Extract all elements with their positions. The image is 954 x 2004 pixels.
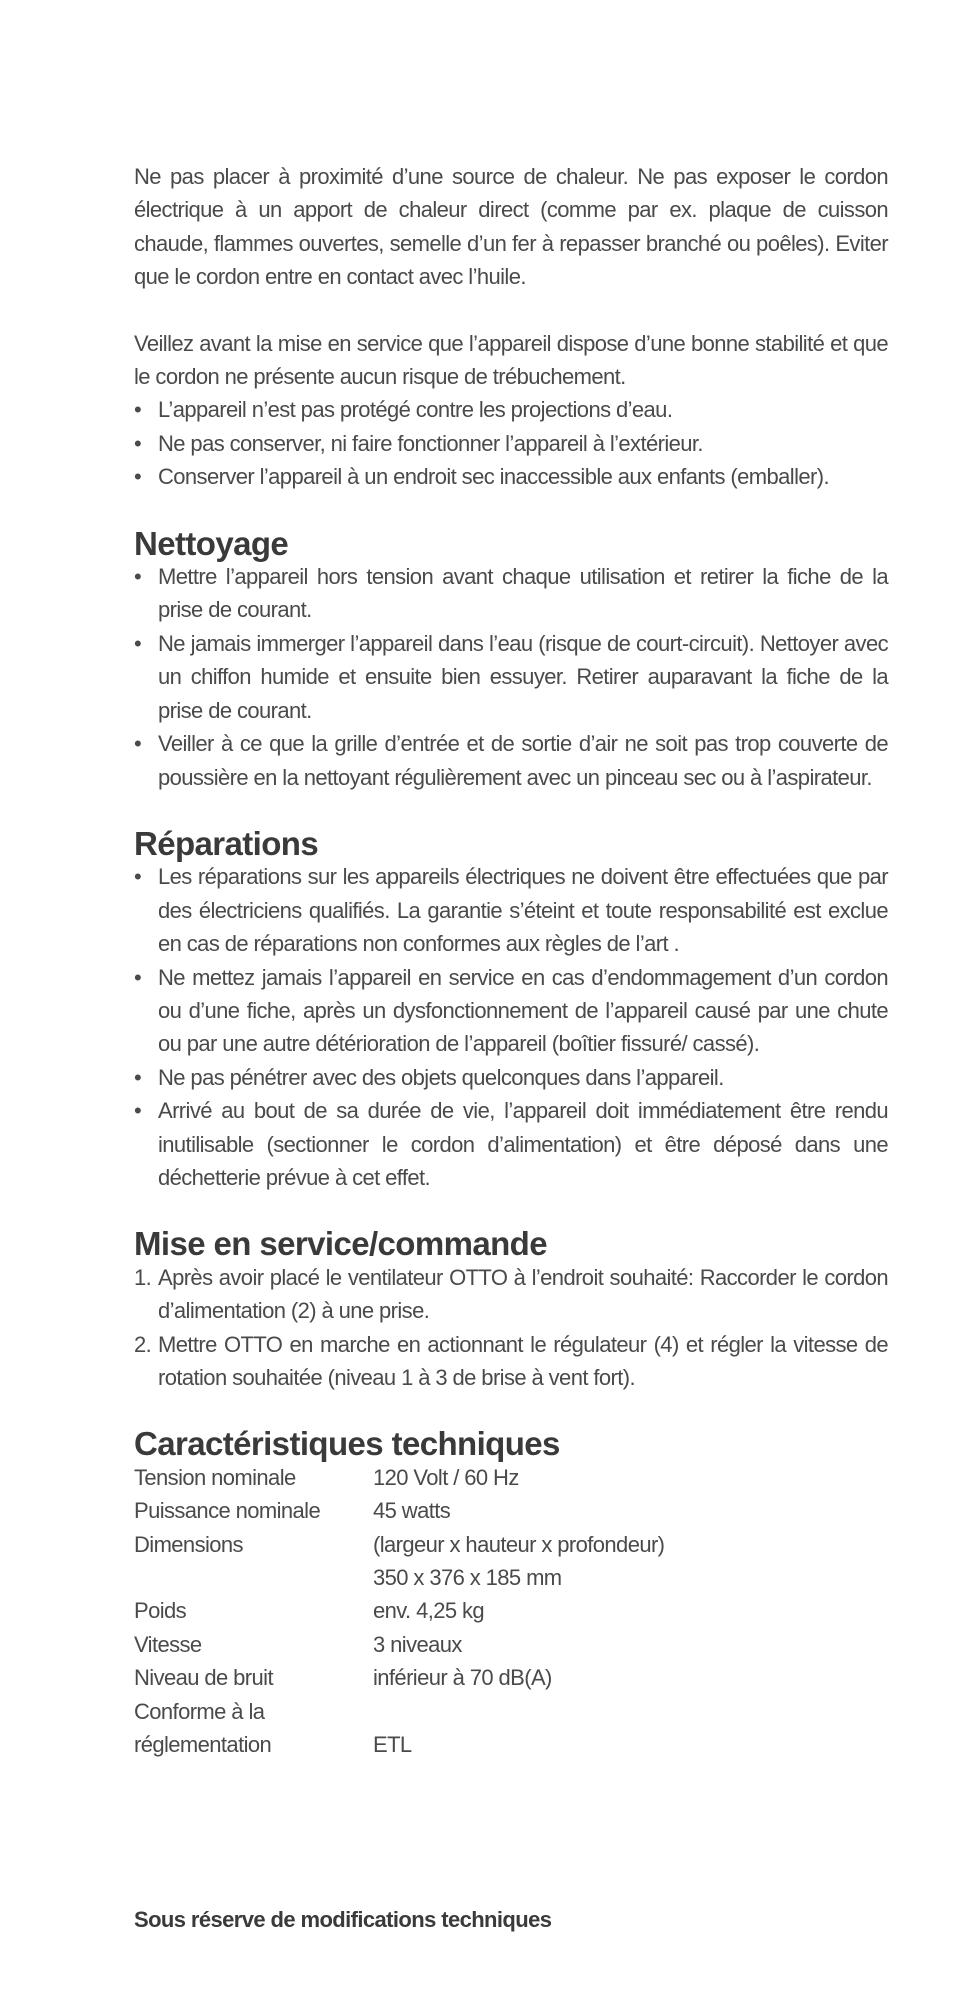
- bullet-icon: •: [134, 430, 142, 456]
- table-row: [134, 1628, 664, 1661]
- intro-paragraph-stability: Veillez avant la mise en service que l’appareil dispose d’une bonne stabilité et que le cordon ne présente aucun risque de trébuchement.: [134, 330, 888, 390]
- specs-table: [134, 1461, 664, 1762]
- bullet-icon: •: [134, 1098, 142, 1124]
- bullet-icon: •: [134, 397, 142, 423]
- spec-label: Poids: [134, 1598, 187, 1624]
- list-item: 2. Mettre OTTO en marche en actionnant le régulateur (4) et régler la vitesse de rotation souhaitée (niveau 1 à 3 de brise à vent fort).: [134, 1328, 888, 1395]
- step-number: 2.: [134, 1331, 152, 1357]
- intro-bullet-list: [134, 393, 888, 493]
- footer-disclaimer: Sous réserve de modifications techniques: [134, 1907, 552, 1932]
- spec-value: 3 niveaux: [373, 1631, 462, 1657]
- reparations-bullet-list: [134, 860, 888, 1194]
- step-number: 1.: [134, 1264, 152, 1290]
- manual-content: [134, 160, 888, 1761]
- list-item: • Arrivé au bout de sa durée de vie, l’appareil doit immédiatement être rendu inutilisable (sectionner le cordon d’alimentation) et être déposé dans une déchetterie prévue à cet effet.: [134, 1094, 888, 1194]
- spec-value: [373, 1695, 664, 1728]
- spec-label: [134, 1561, 373, 1594]
- spec-label: Conforme à la: [134, 1698, 265, 1724]
- table-row: [134, 1695, 664, 1728]
- spec-value: ETL: [373, 1732, 412, 1758]
- list-item: • Les réparations sur les appareils électriques ne doivent être effectuées que par des électriciens qualifiés. La garantie s’éteint et toute responsabilité est exclue en cas de réparations non conformes aux règles de l’art .: [134, 860, 888, 960]
- spec-value: 350 x 376 x 185 mm: [373, 1565, 562, 1591]
- list-item: 1. Après avoir placé le ventilateur OTTO à l’endroit souhaité: Raccorder le cordon d’alimentation (2) à une prise.: [134, 1261, 888, 1328]
- intro-paragraph-heat: Ne pas placer à proximité d’une source de chaleur. Ne pas exposer le cordon électrique à un apport de chaleur direct (comme par ex. plaque de cuisson chaude, flammes ouvertes, semelle d’un fer à repasser branché ou poêles). Eviter que le cordon entre en contact avec l’huile.: [134, 164, 888, 290]
- spec-label: Puissance nominale: [134, 1498, 321, 1524]
- spec-label: réglementation: [134, 1732, 272, 1758]
- spec-value: 120 Volt / 60 Hz: [373, 1464, 519, 1490]
- spec-value: 45 watts: [373, 1498, 451, 1524]
- spec-label: Dimensions: [134, 1531, 243, 1557]
- mise-en-service-steps: [134, 1261, 888, 1395]
- bullet-icon: •: [134, 864, 142, 890]
- section-heading-nettoyage: Nettoyage: [134, 524, 289, 562]
- list-item: • Mettre l’appareil hors tension avant chaque utilisation et retirer la fiche de la prise de courant.: [134, 560, 888, 627]
- bullet-icon: •: [134, 564, 142, 590]
- spec-value: inférieur à 70 dB(A): [373, 1665, 552, 1691]
- spec-value: env. 4,25 kg: [373, 1598, 485, 1624]
- bullet-icon: •: [134, 464, 142, 490]
- list-item: • Veiller à ce que la grille d’entrée et de sortie d’air ne soit pas trop couverte de poussière en la nettoyant régulièrement avec un pinceau sec ou à l’aspirateur.: [134, 727, 888, 794]
- nettoyage-bullet-list: [134, 560, 888, 794]
- table-row: [134, 1528, 664, 1561]
- spec-label: Vitesse: [134, 1631, 202, 1657]
- bullet-icon: •: [134, 731, 142, 757]
- list-item: • L’appareil n’est pas protégé contre les projections d’eau.: [134, 393, 888, 426]
- table-row: [134, 1461, 664, 1494]
- table-row: [134, 1594, 664, 1627]
- spec-label: Niveau de bruit: [134, 1665, 273, 1691]
- section-heading-mise-en-service: Mise en service/commande: [134, 1225, 547, 1263]
- spec-value: (largeur x hauteur x profondeur): [373, 1531, 665, 1557]
- list-item: • Ne pas pénétrer avec des objets quelconques dans l’appareil.: [134, 1061, 888, 1094]
- table-row: [134, 1561, 664, 1594]
- list-item: • Conserver l’appareil à un endroit sec inaccessible aux enfants (emballer).: [134, 460, 888, 493]
- bullet-icon: •: [134, 964, 142, 990]
- table-row: [134, 1728, 664, 1761]
- list-item: • Ne jamais immerger l’appareil dans l’eau (risque de court-circuit). Nettoyer avec un chiffon humide et ensuite bien essuyer. Retirer auparavant la fiche de la prise de courant.: [134, 627, 888, 727]
- bullet-icon: •: [134, 630, 142, 656]
- list-item: • Ne pas conserver, ni faire fonctionner l’appareil à l’extérieur.: [134, 427, 888, 460]
- section-heading-specs: Caractéristiques techniques: [134, 1425, 560, 1463]
- section-heading-reparations: Réparations: [134, 824, 319, 862]
- bullet-icon: •: [134, 1064, 142, 1090]
- list-item: • Ne mettez jamais l’appareil en service en cas d’endommagement d’un cordon ou d’une fiche, après un dysfonctionnement de l’appareil causé par une chute ou par une autre détérioration de l’appareil (boîtier fissuré/ cassé).: [134, 961, 888, 1061]
- table-row: [134, 1494, 664, 1527]
- spec-label: Tension nominale: [134, 1464, 296, 1490]
- table-row: [134, 1661, 664, 1694]
